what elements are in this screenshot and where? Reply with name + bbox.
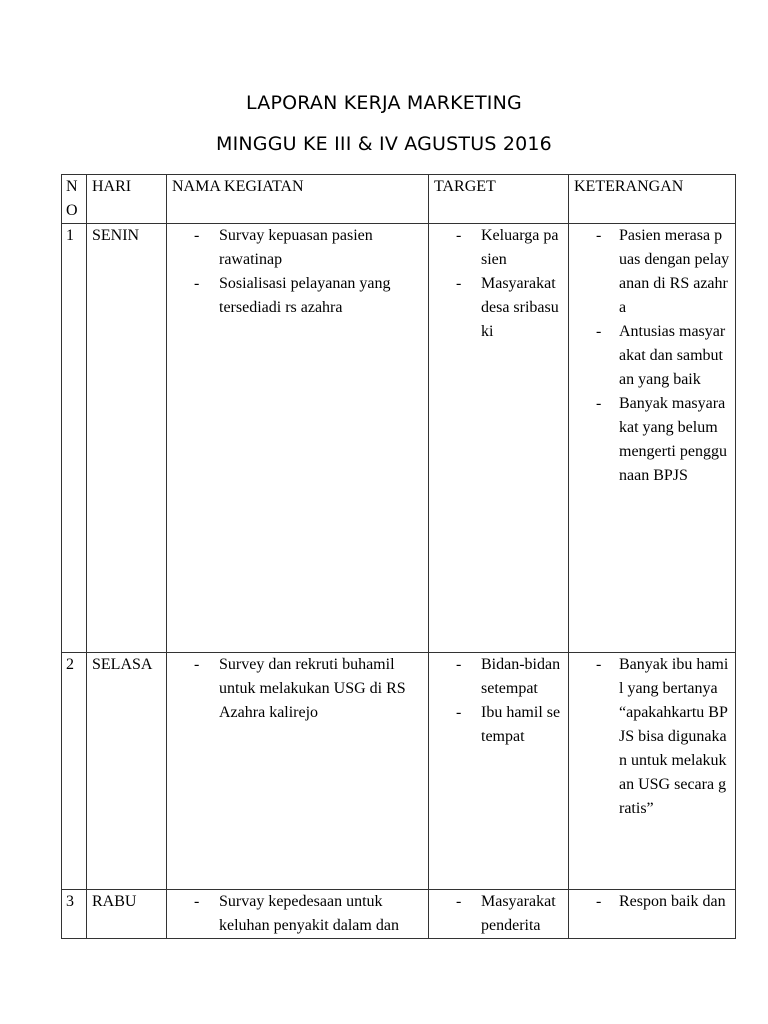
header-keterangan: KETERANGAN — [569, 175, 736, 224]
list-item: - Banyak ibu hamil yang bertanya “apakahkartu BPJS bisa digunakan untuk melakukan USG secara gratis” — [574, 653, 730, 821]
row-hari: SELASA — [87, 653, 167, 890]
row-hari: RABU — [87, 890, 167, 939]
list-item: - Pasien merasa puas dengan pelayanan di RS azahra — [574, 224, 730, 320]
header-target: TARGET — [429, 175, 569, 224]
list-item: - Masyarakat desa sribasuki — [434, 272, 563, 344]
report-title: LAPORAN KERJA MARKETING — [246, 92, 522, 114]
list-item: - Sosialisasi pelayanan yang tersediadi rs azahra — [172, 272, 423, 320]
list-item: - Ibu hamil setempat — [434, 701, 563, 749]
list-item: - Survay kepuasan pasien rawatinap — [172, 224, 423, 272]
list-item: - Bidan-bidan setempat — [434, 653, 563, 701]
row-keterangan — [569, 653, 736, 890]
list-item: - Banyak masyarakat yang belum mengerti penggunaan BPJS — [574, 392, 730, 488]
row-keterangan — [569, 890, 736, 939]
list-item: - Antusias masyarakat dan sambutan yang baik — [574, 320, 730, 392]
row-hari: SENIN — [87, 224, 167, 653]
header-no: NO — [62, 175, 87, 224]
header-hari: HARI — [87, 175, 167, 224]
row-target — [429, 653, 569, 890]
header-row — [62, 175, 736, 224]
list-item: - Respon baik dan — [574, 890, 730, 914]
row-kegiatan — [167, 890, 429, 939]
row-keterangan — [569, 224, 736, 653]
row-kegiatan — [167, 224, 429, 653]
report-subtitle: MINGGU KE III & IV AGUSTUS 2016 — [216, 133, 552, 155]
table-row — [62, 890, 736, 939]
table-row — [62, 653, 736, 890]
list-item: - Masyarakat penderita — [434, 890, 563, 938]
header-nama-kegiatan: NAMA KEGIATAN — [167, 175, 429, 224]
list-item: - Keluarga pasien — [434, 224, 563, 272]
row-target — [429, 224, 569, 653]
row-no: 3 — [62, 890, 87, 939]
list-item: - Survey dan rekruti buhamil untuk melakukan USG di RS Azahra kalirejo — [172, 653, 423, 725]
row-kegiatan — [167, 653, 429, 890]
list-item: - Survay kepedesaan untuk keluhan penyakit dalam dan — [172, 890, 423, 938]
report-table — [61, 174, 736, 939]
row-target — [429, 890, 569, 939]
table-row — [62, 224, 736, 653]
row-no: 2 — [62, 653, 87, 890]
row-no: 1 — [62, 224, 87, 653]
